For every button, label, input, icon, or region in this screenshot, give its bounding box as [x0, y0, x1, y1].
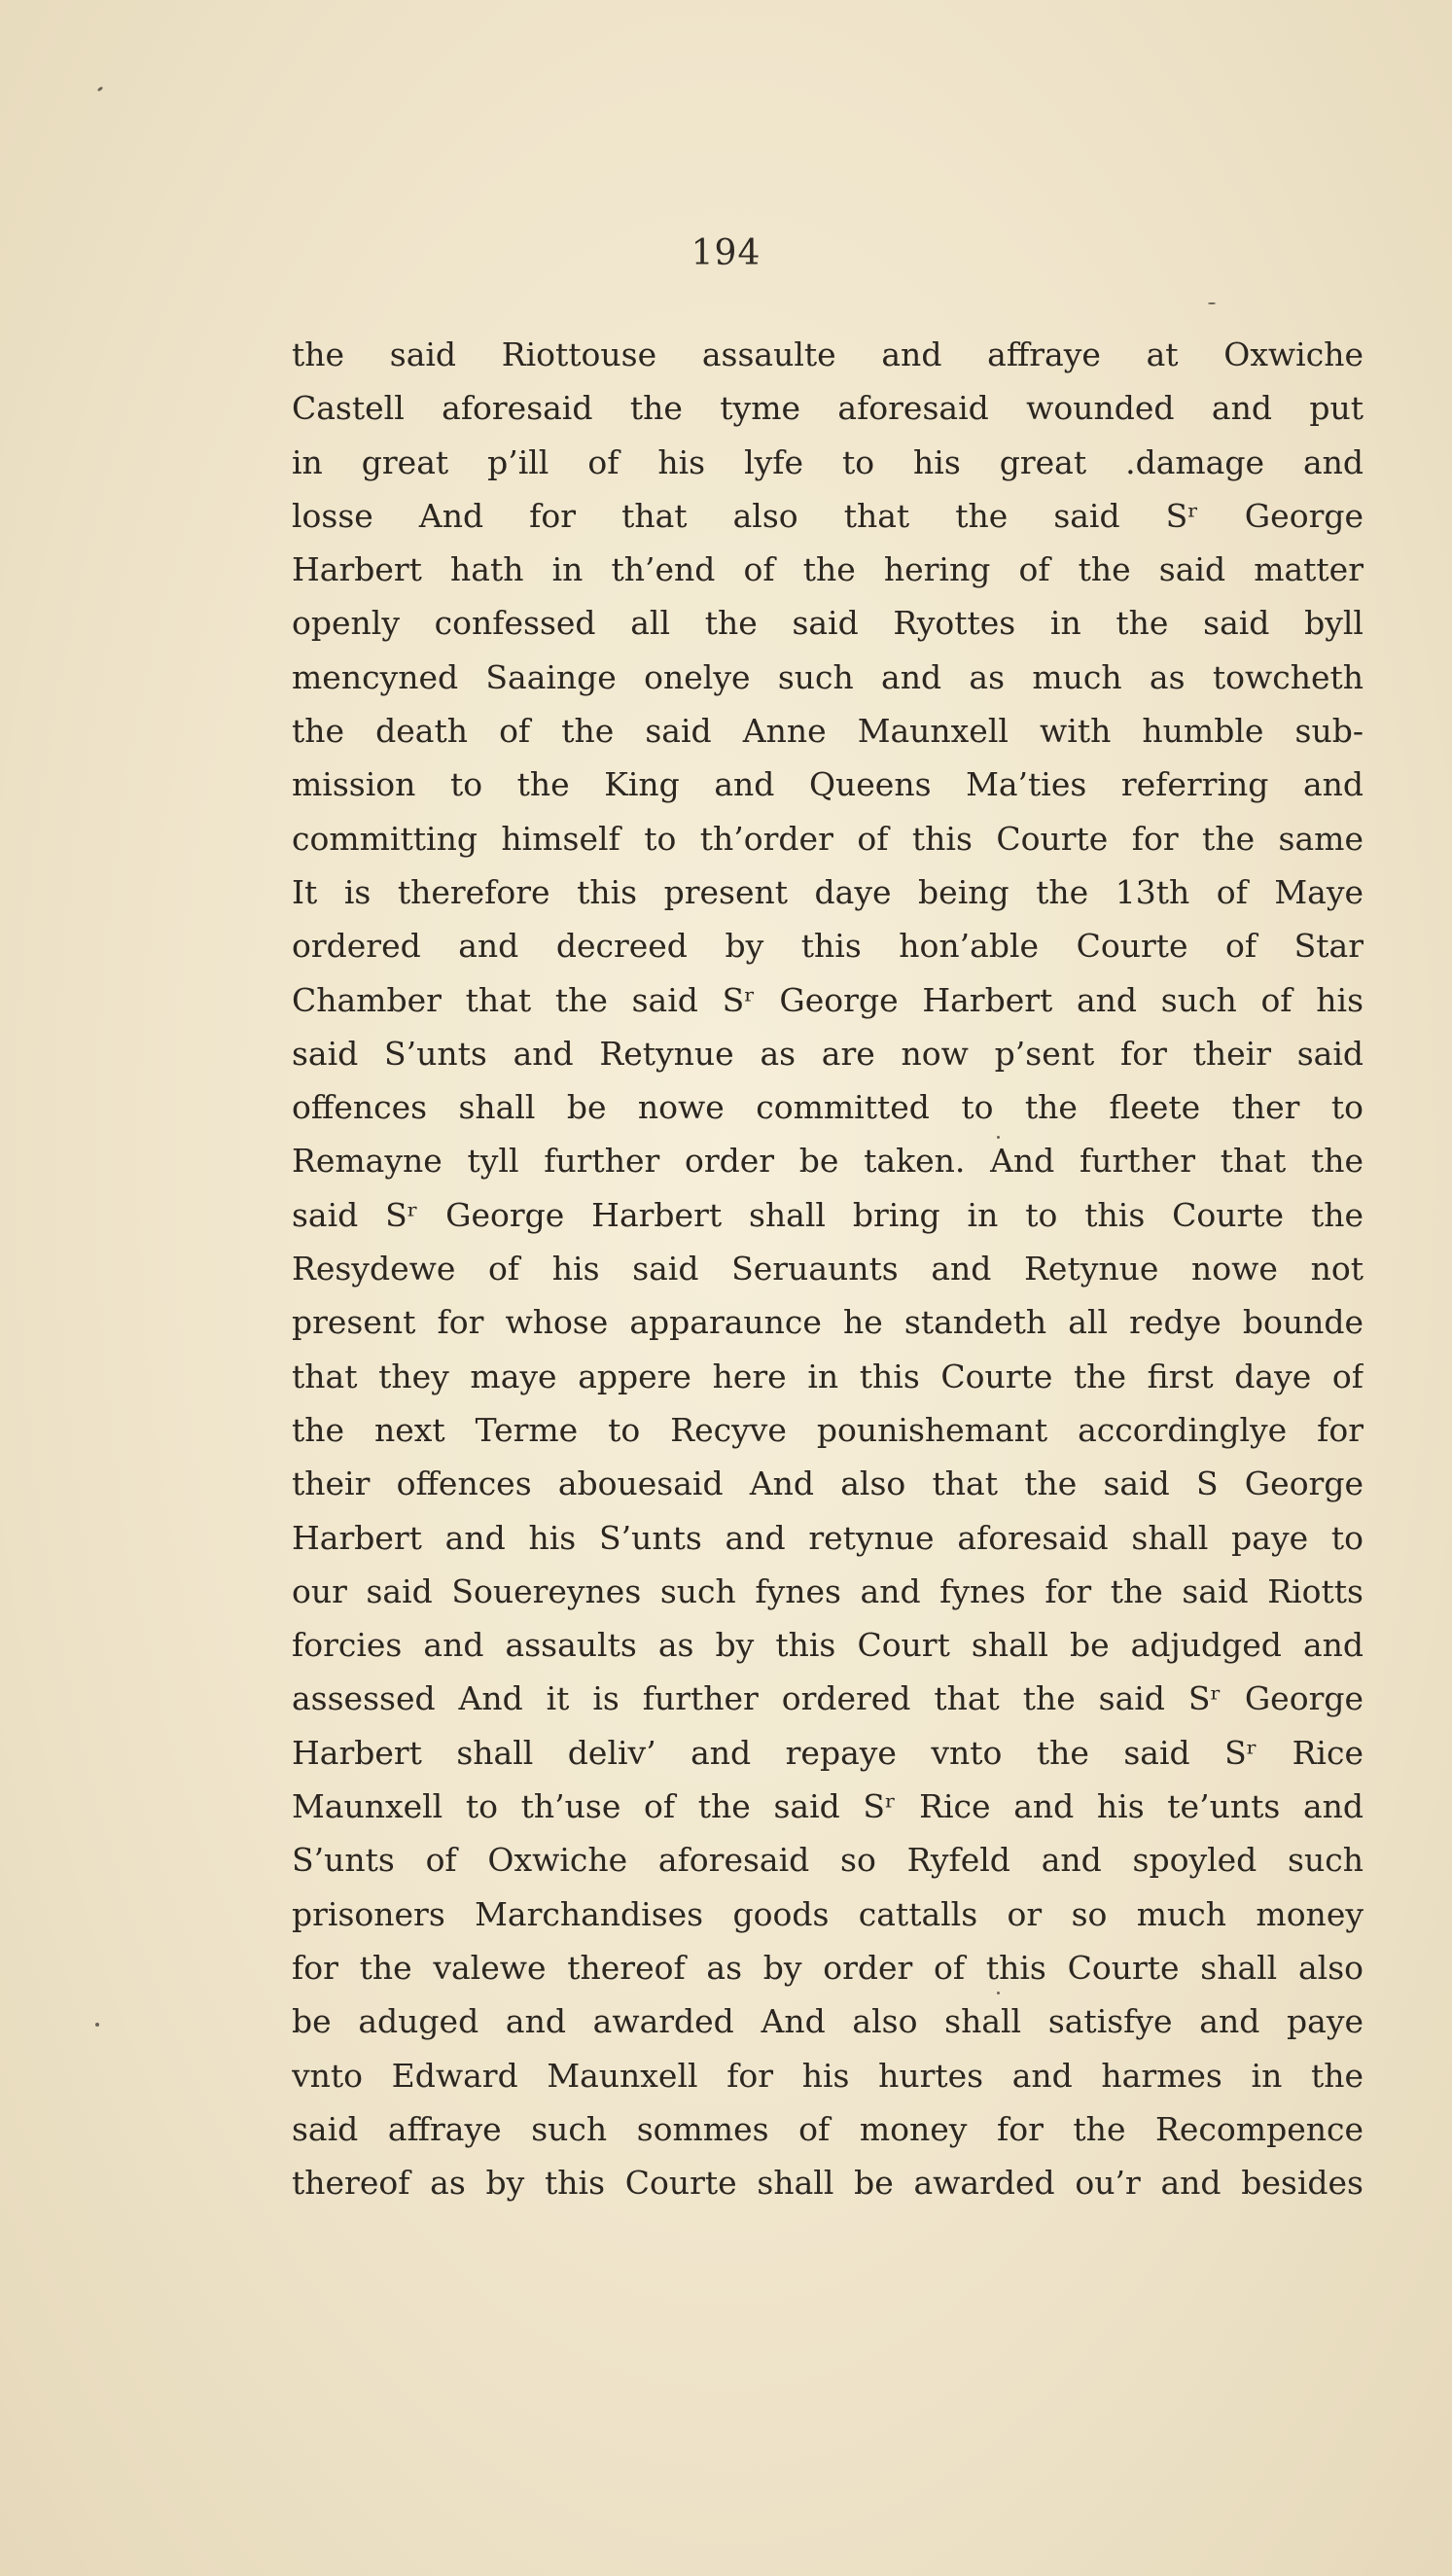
- text-line: that they maye appere here in this Courte the first daye of: [292, 1357, 1363, 1395]
- text-line: losse And for that also that the said Sʳ George: [292, 496, 1363, 535]
- text-line: said affraye such sommes of money for the Recompence: [292, 2109, 1363, 2148]
- text-line: said Sʳ George Harbert shall bring in to this Courte the: [292, 1195, 1363, 1234]
- text-line: committing himself to th’order of this Courte for the same: [292, 819, 1363, 858]
- text-line: said S’unts and Retynue as are now p’sent for their said: [292, 1034, 1363, 1073]
- text-line: in great p’ill of his lyfe to his great .damage and: [292, 442, 1363, 481]
- text-line: for the valewe thereof as by order of this Courte shall also: [292, 1948, 1363, 1987]
- text-line: mission to the King and Queens Ma’ties referring and: [292, 765, 1363, 804]
- stray-ink-mark: [1208, 302, 1216, 304]
- text-line: Harbert hath in th’end of the hering of the said matter: [292, 550, 1363, 589]
- body-text: [292, 328, 1363, 2209]
- text-line: Resydewe of his said Seruaunts and Retynue nowe not: [292, 1250, 1363, 1288]
- text-line: Maunxell to th’use of the said Sʳ Rice and his te’unts and: [292, 1787, 1363, 1826]
- text-line: ordered and decreed by this hon’able Courte of Star: [292, 927, 1363, 966]
- text-line: mencyned Saainge onelye such and as much as towcheth: [292, 657, 1363, 696]
- text-line: vnto Edward Maunxell for his hurtes and harmes in the: [292, 2056, 1363, 2095]
- text-line: be aduged and awarded And also shall satisfye and paye: [292, 2002, 1363, 2041]
- text-line: forcies and assaults as by this Court shall be adjudged and: [292, 1626, 1363, 1665]
- text-line: the next Terme to Recyve pounishemant accordinglye for: [292, 1410, 1363, 1449]
- text-line: thereof as by this Courte shall be awarded ou’r and besides: [292, 2164, 1363, 2203]
- stray-ink-mark: [95, 2023, 99, 2027]
- page-number: 194: [691, 233, 761, 273]
- text-line: their offences abouesaid And also that the said S George: [292, 1464, 1363, 1503]
- text-line: the said Riottouse assaulte and affraye at Oxwiche: [292, 335, 1363, 373]
- text-line: offences shall be nowe committed to the fleete ther to: [292, 1088, 1363, 1127]
- text-line: Chamber that the said Sʳ George Harbert and such of his: [292, 980, 1363, 1019]
- text-line: present for whose apparaunce he standeth all redye bounde: [292, 1303, 1363, 1342]
- text-line: Castell aforesaid the tyme aforesaid wounded and put: [292, 389, 1363, 428]
- text-line: assessed And it is further ordered that the said Sʳ George: [292, 1679, 1363, 1718]
- text-line: prisoners Marchandises goods cattalls or so much money: [292, 1894, 1363, 1933]
- text-line: It is therefore this present daye being the 13th of Maye: [292, 872, 1363, 911]
- text-line: Harbert shall deliv’ and repaye vnto the said Sʳ Rice: [292, 1733, 1363, 1772]
- text-line: Harbert and his S’unts and retynue aforesaid shall paye to: [292, 1518, 1363, 1557]
- text-line: Remayne tyll further order be taken. And further that the: [292, 1142, 1363, 1181]
- stray-ink-mark: [97, 87, 104, 92]
- text-line: the death of the said Anne Maunxell with humble sub-: [292, 712, 1363, 751]
- text-line: S’unts of Oxwiche aforesaid so Ryfeld and spoyled such: [292, 1841, 1363, 1880]
- text-line: openly confessed all the said Ryottes in the said byll: [292, 604, 1363, 643]
- text-line: our said Souereynes such fynes and fynes for the said Riotts: [292, 1571, 1363, 1610]
